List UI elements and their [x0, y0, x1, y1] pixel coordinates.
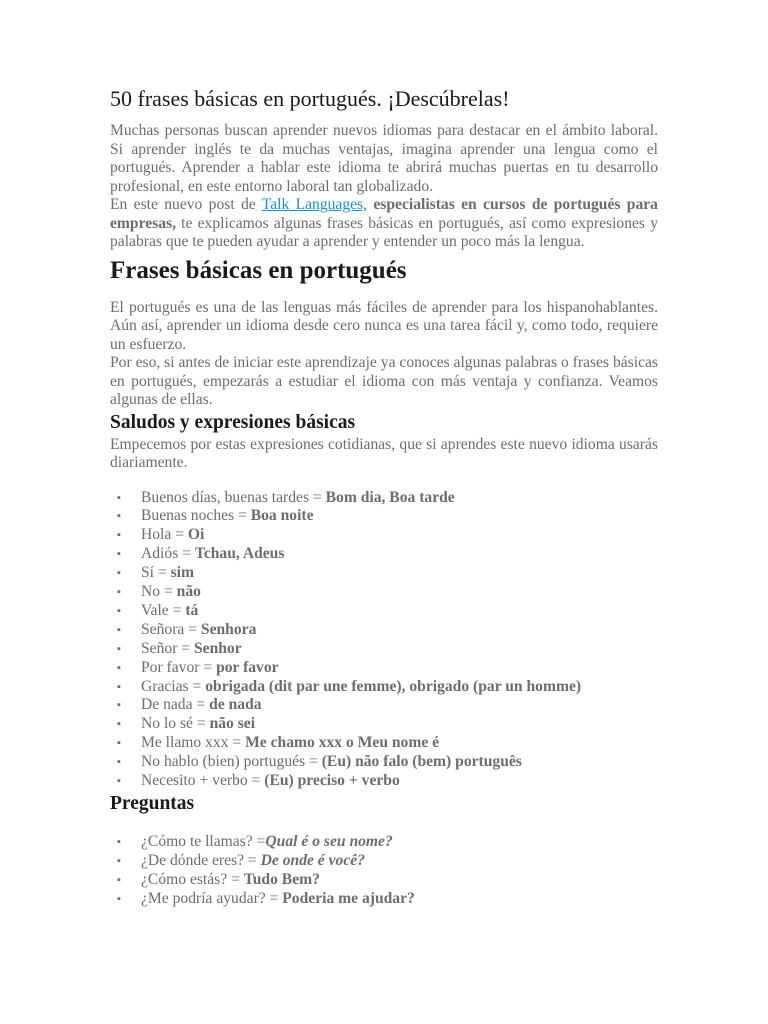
- spanish-phrase: No hablo (bien) portugués =: [141, 753, 322, 771]
- spanish-phrase: Señor =: [141, 639, 194, 657]
- saludos-heading: Saludos y expresiones básicas: [110, 411, 356, 433]
- spanish-phrase: ¿De dónde eres? =: [141, 851, 261, 869]
- list-item: [110, 640, 658, 659]
- portuguese-phrase: não: [176, 583, 201, 601]
- spanish-phrase: ¿Cómo te llamas? =: [141, 833, 266, 850]
- list-item: [110, 852, 658, 871]
- bullet-icon: ▪: [117, 756, 121, 769]
- bullet-icon: ▪: [117, 775, 121, 788]
- bullet-icon: ▪: [117, 699, 121, 712]
- spanish-phrase: De nada =: [141, 696, 210, 714]
- bullet-icon: ▪: [117, 604, 121, 617]
- list-item: [110, 772, 658, 791]
- intro-paragraph-1: Muchas personas buscan aprender nuevos idiomas para destacar en el ámbito laboral. Si aprender inglés te da muchas ventajas, imagina aprender una lengua como el portugués. Aprender a hablar este idioma te abrirá muchas puertas en tu desarrollo profesional, en este entorno laboral tan globalizado.: [110, 122, 658, 195]
- spanish-phrase: ¿Cómo estás? =: [141, 870, 244, 888]
- portuguese-phrase: por favor: [216, 658, 279, 676]
- intro-bold-text: especialistas en cursos de portugués para empresas,: [110, 196, 658, 232]
- bullet-icon: ▪: [117, 854, 121, 867]
- portuguese-phrase: não sei: [209, 715, 256, 733]
- list-item: [110, 583, 658, 602]
- bullet-icon: ▪: [117, 567, 121, 580]
- list-item: [110, 696, 658, 715]
- bullet-icon: ▪: [117, 680, 121, 693]
- preguntas-heading: Preguntas: [110, 793, 195, 814]
- spanish-phrase: Gracias =: [141, 677, 206, 695]
- saludos-list: [110, 489, 658, 792]
- bullet-icon: ▪: [117, 529, 121, 542]
- portuguese-phrase: Senhora: [200, 620, 257, 638]
- spanish-phrase: Por favor =: [141, 658, 217, 676]
- portuguese-phrase: (Eu) preciso + verbo: [264, 772, 400, 790]
- portuguese-phrase: De onde é você?: [260, 851, 365, 869]
- portuguese-phrase: sim: [170, 564, 194, 582]
- spanish-phrase: Buenas noches =: [141, 507, 251, 525]
- portuguese-phrase: Tchau, Adeus: [194, 545, 285, 563]
- list-item: [110, 602, 658, 621]
- portuguese-phrase: obrigada (dit par une femme), obrigado (par un homme): [205, 677, 582, 695]
- list-item: [110, 753, 658, 772]
- portuguese-phrase: de nada: [209, 696, 262, 714]
- portuguese-phrase: Me chamo xxx o Meu nome é: [245, 734, 440, 752]
- portuguese-phrase: (Eu) não falo (bem) português: [321, 753, 522, 771]
- saludos-intro: Empecemos por estas expresiones cotidianas, que si aprendes este nuevo idioma usarás diariamente.: [110, 435, 658, 471]
- bullet-icon: ▪: [117, 718, 121, 731]
- portuguese-phrase: tá: [185, 601, 199, 619]
- spanish-phrase: ¿Me podría ayudar? =: [141, 889, 283, 907]
- preguntas-list: [110, 833, 658, 909]
- portuguese-phrase: Qual é o seu nome?: [265, 833, 393, 850]
- list-item: [110, 564, 658, 583]
- intro-text-end: te explicamos algunas frases básicas en portugués, así como expresiones y palabras que te pueden ayudar a aprender y entender un poco más la lengua.: [110, 214, 658, 250]
- list-item: [110, 833, 658, 852]
- bullet-icon: ▪: [117, 586, 121, 599]
- spanish-phrase: Hola =: [141, 526, 188, 544]
- list-item: [110, 734, 658, 753]
- list-item: [110, 507, 658, 526]
- spanish-phrase: Necesito + verbo =: [141, 772, 265, 790]
- portuguese-phrase: Senhor: [193, 639, 242, 657]
- spanish-phrase: Buenos días, buenas tardes =: [141, 488, 326, 506]
- spanish-phrase: Vale =: [141, 601, 186, 619]
- spanish-phrase: No =: [141, 583, 177, 601]
- portuguese-phrase: Bom dia, Boa tarde: [325, 488, 455, 506]
- list-item: [110, 489, 658, 508]
- spanish-phrase: Sí =: [141, 564, 171, 582]
- list-item: [110, 871, 658, 890]
- document-page: [110, 84, 658, 909]
- talk-languages-link[interactable]: Talk Languages,: [261, 196, 368, 213]
- list-item: [110, 621, 658, 640]
- list-item: [110, 526, 658, 545]
- bullet-icon: ▪: [117, 491, 121, 504]
- bullet-icon: ▪: [117, 510, 121, 523]
- bullet-icon: ▪: [117, 873, 121, 886]
- intro-text-start: En este nuevo post de: [110, 196, 262, 213]
- section-paragraph-1: El portugués es una de las lenguas más fáciles de aprender para los hispanohablantes. Aún así, aprender un idioma desde cero nunca es una tarea fácil y, como todo, requiere un esfuerzo.: [110, 298, 658, 353]
- section-heading: Frases básicas en portugués: [110, 256, 407, 284]
- list-item: [110, 678, 658, 697]
- list-item: [110, 659, 658, 678]
- section-paragraph-2: Por eso, si antes de iniciar este aprendizaje ya conoces algunas palabras o frases básicas en portugués, empezarás a estudiar el idioma con más ventaja y confianza. Veamos algunas de ellas.: [110, 354, 658, 408]
- list-item: [110, 890, 658, 909]
- bullet-icon: ▪: [117, 836, 121, 848]
- list-item: [110, 715, 658, 734]
- portuguese-phrase: Oi: [187, 526, 205, 544]
- portuguese-phrase: Tudo Bem?: [243, 870, 320, 888]
- portuguese-phrase: Boa noite: [250, 507, 314, 525]
- spanish-phrase: Señora =: [141, 620, 201, 638]
- bullet-icon: ▪: [117, 661, 121, 674]
- spanish-phrase: Adiós =: [141, 545, 195, 563]
- bullet-icon: ▪: [117, 623, 121, 636]
- intro-paragraph-2: [110, 196, 658, 252]
- bullet-icon: ▪: [117, 548, 121, 561]
- portuguese-phrase: Poderia me ajudar?: [282, 889, 415, 907]
- bullet-icon: ▪: [117, 892, 121, 905]
- bullet-icon: ▪: [117, 642, 121, 655]
- bullet-icon: ▪: [117, 737, 121, 750]
- spanish-phrase: No lo sé =: [141, 715, 210, 733]
- document-title: 50 frases básicas en portugués. ¡Descúbrelas!: [110, 86, 510, 111]
- spanish-phrase: Me llamo xxx =: [141, 734, 246, 752]
- list-item: [110, 545, 658, 564]
